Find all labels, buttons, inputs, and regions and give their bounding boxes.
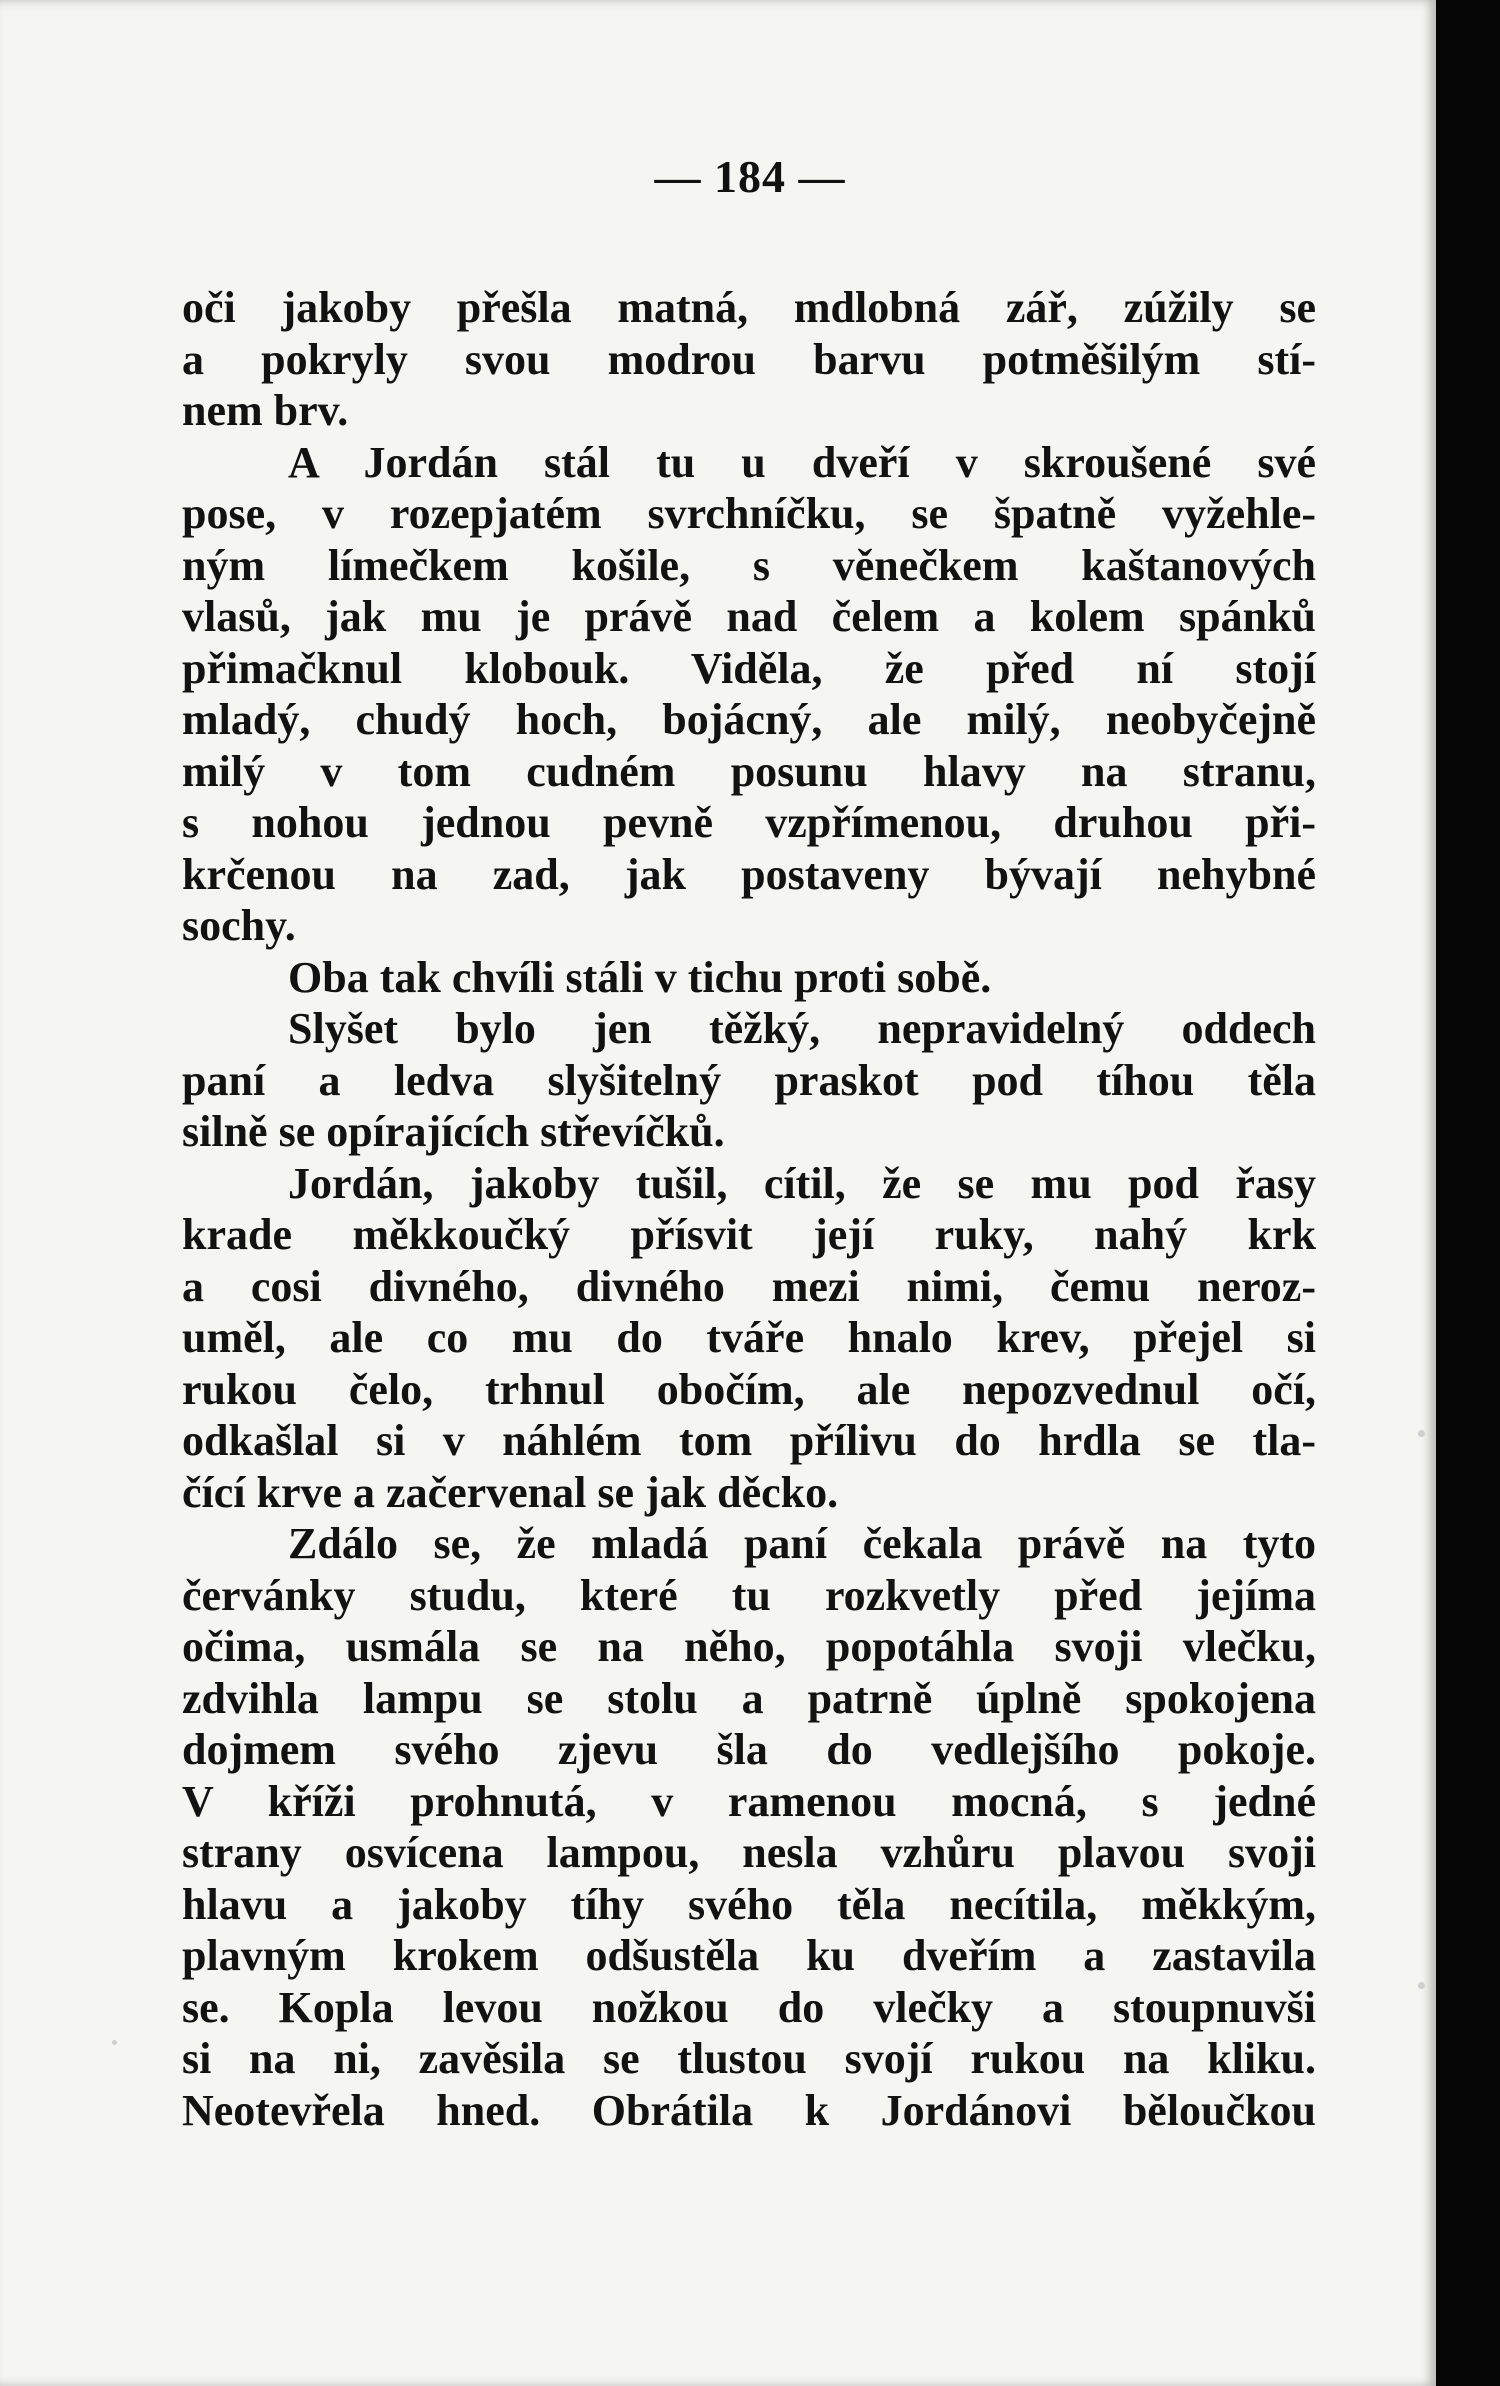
scan-border: [1436, 0, 1500, 2386]
text-line: zdvihla lampu se stolu a patrně úplně spokojena: [182, 1673, 1316, 1723]
text-line: odkašlal si v náhlém tom přílivu do hrdla se tla-: [182, 1416, 1316, 1465]
text-line: Oba tak chvíli stáli v tichu proti sobě.: [288, 952, 992, 1002]
text-line: paní a ledva slyšitelný praskot pod tíhou těla: [182, 1055, 1316, 1105]
page-speck: [112, 2040, 117, 2045]
text-line: rukou čelo, trhnul obočím, ale nepozvednul očí,: [182, 1364, 1316, 1414]
text-line: očima, usmála se na něho, popotáhla svoji vlečku,: [182, 1622, 1316, 1671]
text-line: uměl, ale co mu do tváře hnalo krev, přejel si: [182, 1313, 1316, 1362]
text-line: Neotevřela hned. Obrátila k Jordánovi běloučkou: [182, 2085, 1316, 2135]
text-line: plavným krokem odšustěla ku dveřím a zastavila: [182, 1931, 1316, 1980]
text-line: dojmem svého zjevu šla do vedlejšího pokoje.: [182, 1725, 1316, 1774]
text-line: ným límečkem košile, s věnečkem kaštanových: [182, 540, 1316, 590]
text-line: A Jordán stál tu u dveří v skroušené své: [288, 437, 1316, 487]
text-line: Slyšet bylo jen těžký, nepravidelný oddech: [288, 1004, 1316, 1053]
text-line: hlavu a jakoby tíhy svého těla necítila, měkkým,: [182, 1879, 1316, 1929]
page-speck: [1418, 1430, 1425, 1437]
text-line: červánky studu, které tu rozkvetly před jejíma: [182, 1570, 1316, 1620]
text-line: s nohou jednou pevně vzpřímenou, druhou při-: [182, 798, 1316, 847]
text-line: čící krve a začervenal se jak děcko.: [182, 1467, 839, 1517]
text-line: nem brv.: [182, 386, 349, 435]
text-line: a cosi divného, divného mezi nimi, čemu neroz-: [182, 1261, 1316, 1311]
text-line: milý v tom cudném posunu hlavy na stranu,: [182, 746, 1316, 796]
text-line: a pokryly svou modrou barvu potměšilým stí-: [182, 334, 1316, 384]
text-line: mladý, chudý hoch, bojácný, ale milý, neobyčejně: [182, 695, 1316, 744]
text-line: se. Kopla levou nožkou do vlečky a stoupnuvši: [182, 1982, 1316, 2032]
text-line: pose, v rozepjatém svrchníčku, se špatně vyžehle-: [182, 489, 1316, 538]
text-line: si na ni, zavěsila se tlustou svojí rukou na kliku.: [182, 2034, 1316, 2083]
text-line: krade měkkoučký přísvit její ruky, nahý krk: [182, 1210, 1316, 1259]
text-line: vlasů, jak mu je právě nad čelem a kolem spánků: [182, 592, 1316, 641]
text-line: silně se opírajících střevíčků.: [182, 1107, 725, 1156]
text-line: strany osvícena lampou, nesla vzhůru plavou svoji: [182, 1828, 1316, 1877]
text-line: sochy.: [182, 901, 296, 950]
text-line: Jordán, jakoby tušil, cítil, že se mu pod řasy: [288, 1158, 1316, 1208]
text-line: krčenou na zad, jak postaveny bývají nehybné: [182, 849, 1316, 899]
text-line: Zdálo se, že mladá paní čekala právě na tyto: [288, 1519, 1316, 1568]
text-line: V kříži prohnutá, v ramenou mocná, s jedné: [182, 1776, 1316, 1826]
body-text: [182, 282, 1316, 2136]
text-line: přimačknul klobouk. Viděla, že před ní stojí: [182, 643, 1316, 693]
page-number: — 184 —: [654, 151, 846, 202]
page-speck: [1418, 1982, 1425, 1989]
text-line: oči jakoby přešla matná, mdlobná zář, zúžily se: [182, 283, 1316, 332]
